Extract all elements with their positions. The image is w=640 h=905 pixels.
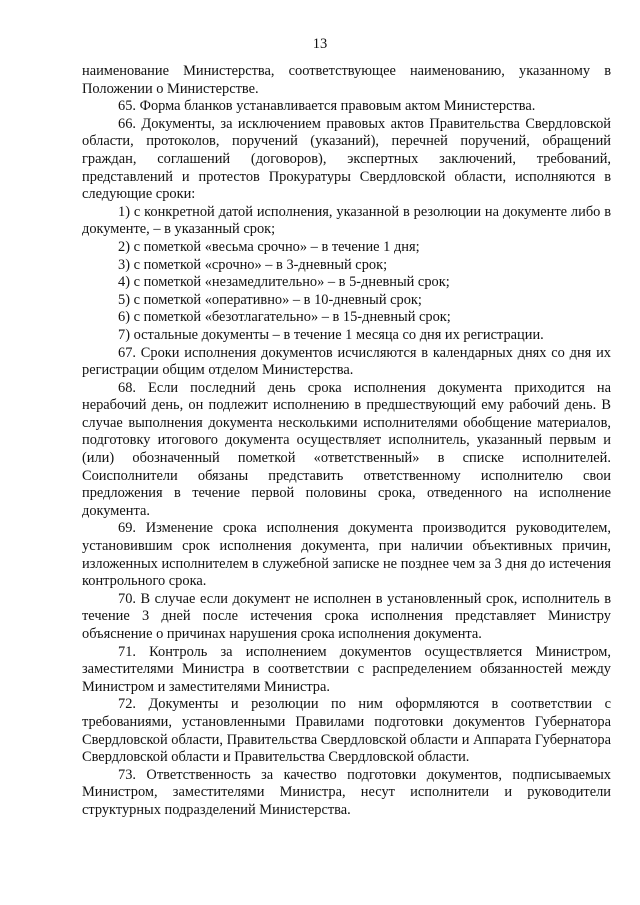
paragraph: 68. Если последний день срока исполнения документа приходится на нерабочий день, он подлежит исполнению в предшествующий ему рабочий день. В случае выполнения документа несколькими исполнителями обобщение материалов, подготовку итогового документа осуществляет исполнитель, указанный первым и (или) обозначенный пометкой «ответственный» в списке исполнителей. Соисполнители обязаны представить ответственному исполнителю свои предложения в течение первой половины срока, отведенного на исполнение документа. (82, 379, 611, 519)
list-item: 7) остальные документы – в течение 1 месяца со дня их регистрации. (118, 326, 544, 343)
page-number: 13 (312, 36, 328, 52)
paragraph: 70. В случае если документ не исполнен в установленный срок, исполнитель в течение 3 дней после истечения срока исполнения представляет Министру объяснение о причинах нарушения срока исполнения документа. (82, 590, 611, 642)
paragraph: 66. Документы, за исключением правовых актов Правительства Свердловской области, протоколов, поручений (указаний), перечней поручений, обращений граждан, соглашений (договоров), экспертных заключений, требований, представлений и протестов Прокуратуры Свердловской области, исполняются в следующие сроки: (82, 115, 611, 203)
paragraph: 71. Контроль за исполнением документов осуществляется Министром, заместителями Министра в соответствии с распределением обязанностей между Министром и заместителями Министра. (82, 643, 611, 695)
list-item: 6) с пометкой «безотлагательно» – в 15-дневный срок; (118, 309, 451, 326)
list-item: 3) с пометкой «срочно» – в 3-дневный срок; (118, 256, 388, 273)
paragraph: 72. Документы и резолюции по ним оформляются в соответствии с требованиями, установленными Правилами подготовки документов Губернатора Свердловской области, Правительства Свердловской области и Аппарата Губернатора Свердловской области и Правительства Свердловской области. (82, 696, 611, 766)
list-item: 1) с конкретной датой исполнения, указанной в резолюции на документе либо в документе, – в указанный срок; (82, 203, 611, 238)
page-body (82, 63, 611, 820)
paragraph: 67. Сроки исполнения документов исчисляются в календарных днях со дня их регистрации общим отделом Министерства. (82, 344, 611, 379)
list-item: 5) с пометкой «оперативно» – в 10-дневный срок; (118, 291, 422, 308)
paragraph: 69. Изменение срока исполнения документа производится руководителем, установившим срок исполнения документа, при наличии объективных причин, изложенных исполнителем в служебной записке не позднее чем за 3 дня до истечения контрольного срока. (82, 520, 611, 590)
paragraph: 65. Форма бланков устанавливается правовым актом Министерства. (118, 98, 536, 115)
paragraph: наименование Министерства, соответствующее наименованию, указанному в Положении о Министерстве. (82, 63, 611, 97)
list-item: 4) с пометкой «незамедлительно» – в 5-дневный срок; (118, 274, 450, 291)
paragraph: 73. Ответственность за качество подготовки документов, подписываемых Министром, заместителями Министра, несут исполнители и руководители структурных подразделений Министерства. (82, 766, 611, 818)
list-item: 2) с пометкой «весьма срочно» – в течение 1 дня; (118, 238, 420, 255)
